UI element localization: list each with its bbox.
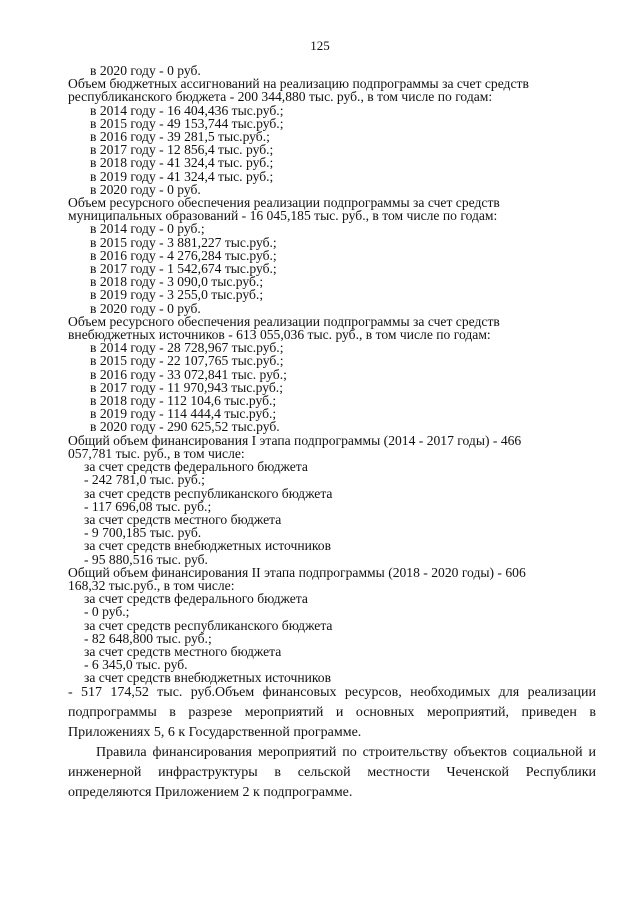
text-line: - 95 880,516 тыс. руб. [84,551,208,567]
text-line: в 2017 году - 1 542,674 тыс.руб.; [90,261,277,277]
closing-paragraphs [68,683,596,803]
funding-lines-block [68,64,596,685]
text-line: Объем бюджетных ассигнований на реализацию подпрограммы за счет средств [68,76,529,92]
text-line: в 2020 году - 290 625,52 тыс.руб. [90,419,280,435]
text-line: в 2015 году - 3 881,227 тыс.руб.; [90,234,277,250]
text-line: в 2017 году - 12 856,4 тыс. руб.; [90,142,274,158]
text-line: в 2016 году - 33 072,841 тыс. руб.; [90,366,287,382]
text-line: в 2020 году - 0 руб. [90,181,201,197]
text-line: в 2016 году - 4 276,284 тыс.руб.; [90,247,277,263]
text-line: за счет средств внебюджетных источников [84,670,332,686]
text-line: - 6 345,0 тыс. руб. [84,657,188,673]
text-line: в 2014 году - 28 728,967 тыс.руб.; [90,340,284,356]
text-line: в 2020 году - 0 руб. [90,63,201,78]
text-line: в 2019 году - 3 255,0 тыс.руб.; [90,287,264,303]
text-line: 168,32 тыс.руб., в том числе: [68,577,235,593]
text-line: муниципальных образований - 16 045,185 тыс. руб., в том числе по годам: [68,208,498,224]
text-line: за счет средств местного бюджета [84,643,282,659]
text-line: Объем ресурсного обеспечения реализации подпрограммы за счет средств [68,195,500,211]
text-line: 057,781 тыс. руб., в том числе: [68,445,245,461]
text-line: за счет средств республиканского бюджета [84,617,333,633]
text-line: в 2017 году - 11 970,943 тыс.руб.; [90,379,283,395]
text-line: за счет средств федерального бюджета [84,591,308,607]
text-line: в 2018 году - 3 090,0 тыс.руб.; [90,274,264,290]
page-number: 125 [310,38,330,53]
text-line: за счет средств местного бюджета [84,511,282,527]
text-line: Общий объем финансирования I этапа подпрограммы (2014 - 2017 годы) - 466 [68,432,522,448]
text-line: в 2020 году - 0 руб. [90,300,201,316]
text-line: в 2018 году - 41 324,4 тыс. руб.; [90,155,274,171]
text-line: в 2014 году - 16 404,436 тыс.руб.; [90,102,284,118]
text-line: Общий объем финансирования II этапа подпрограммы (2018 - 2020 годы) - 606 [68,564,526,580]
text-line: - 82 648,800 тыс. руб.; [84,630,212,646]
text-line: - 242 781,0 тыс. руб.; [84,472,205,488]
text-line: за счет средств внебюджетных источников [84,538,332,554]
text-line: Объем ресурсного обеспечения реализации подпрограммы за счет средств [68,313,500,329]
text-line: внебюджетных источников - 613 055,036 тыс. руб., в том числе по годам: [68,327,491,343]
text-line: в 2019 году - 114 444,4 тыс.руб.; [90,406,277,422]
paragraph-financing-rules: Правила финансирования мероприятий по строительству объектов социальной и инженерной инфраструктуры в сельской местности Чеченской Республики определяются Приложением 2 к подпрограмме. [68,745,596,800]
text-line: в 2014 году - 0 руб.; [90,221,205,237]
text-line: в 2015 году - 22 107,765 тыс.руб.; [90,353,284,369]
text-line: - 9 700,185 тыс. руб. [84,525,202,541]
text-line: - 0 руб.; [84,604,130,620]
text-line: республиканского бюджета - 200 344,880 тыс. руб., в том числе по годам: [68,89,493,105]
text-line: в 2019 году - 41 324,4 тыс. руб.; [90,168,274,184]
text-line: за счет средств федерального бюджета [84,459,308,475]
text-line: в 2016 году - 39 281,5 тыс.руб.; [90,129,270,145]
text-line: в 2018 году - 112 104,6 тыс.руб.; [90,393,277,409]
text-line: за счет средств республиканского бюджета [84,485,333,501]
text-line: в 2015 году - 49 153,744 тыс.руб.; [90,115,284,131]
text-line: - 117 696,08 тыс. руб.; [84,498,212,514]
paragraph-financial-resources: - 517 174,52 тыс. руб.Объем финансовых ресурсов, необходимых для реализации подпрограммы в разрезе мероприятий и основных мероприятий, приведен в Приложениях 5, 6 к Государственной программе. [68,685,596,740]
